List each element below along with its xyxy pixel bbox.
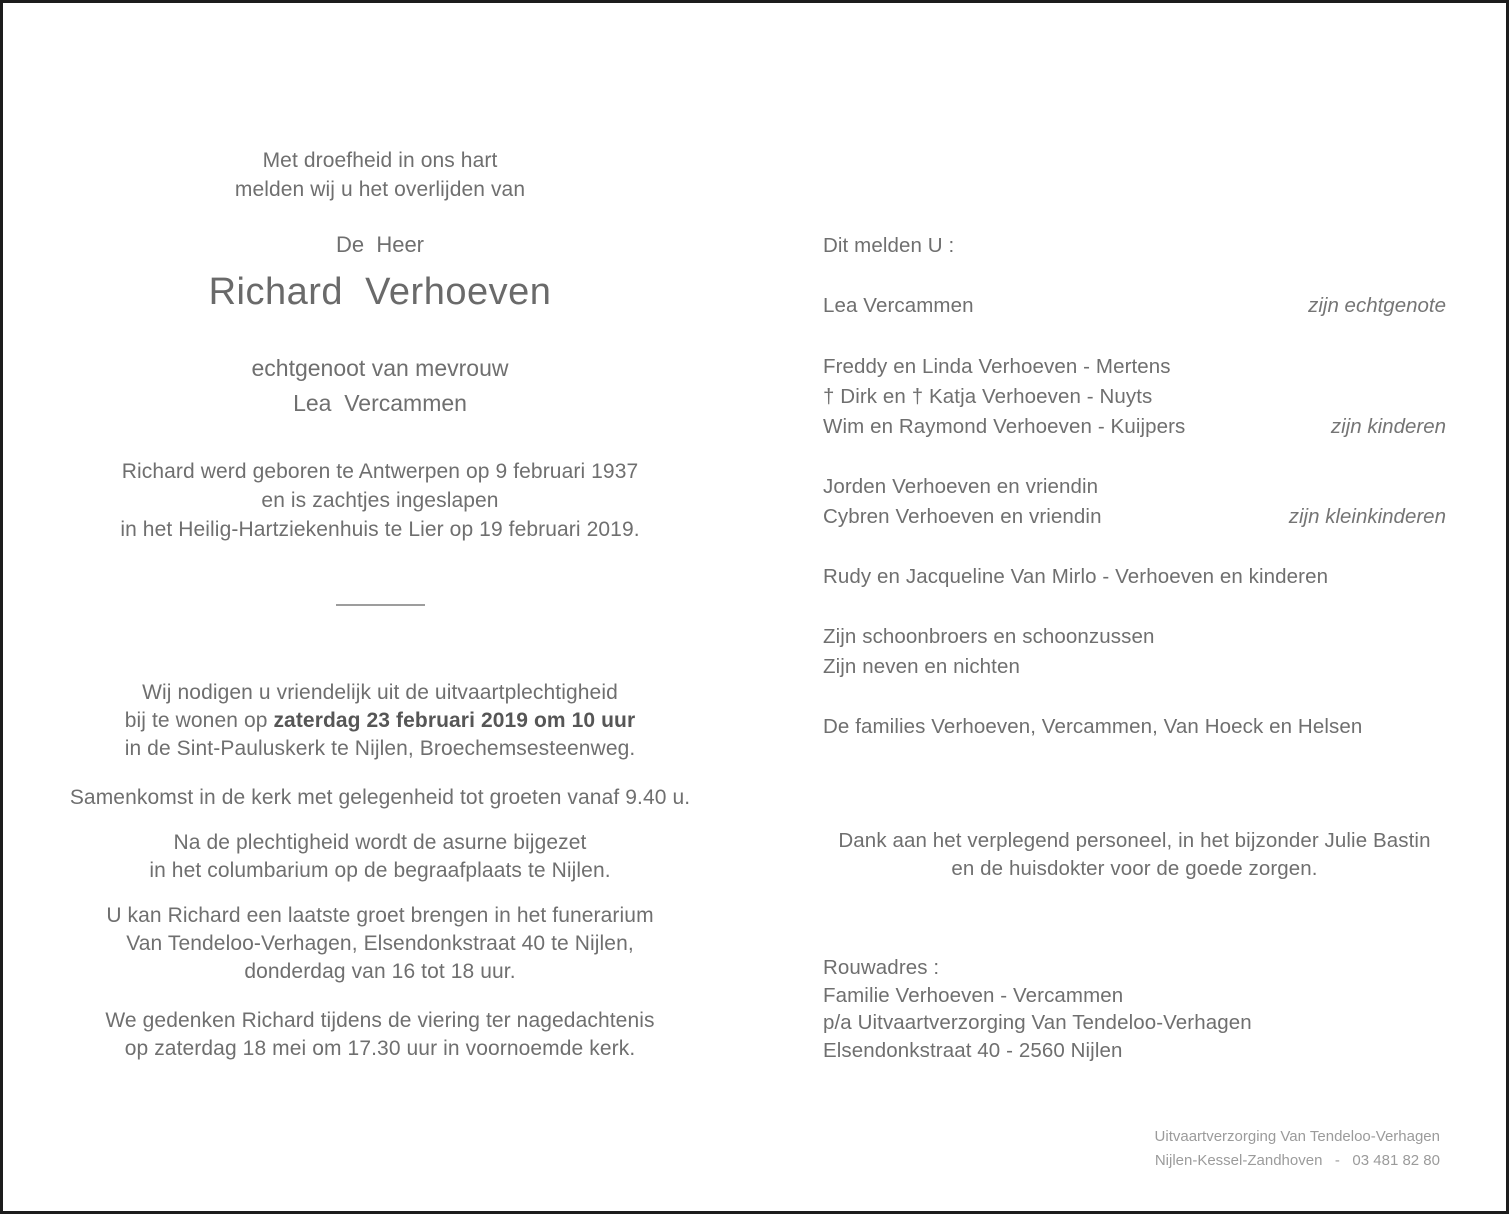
thanks-line: Dank aan het verplegend personeel, in het bijzonder Julie Bastin [838, 829, 1431, 852]
life-line: en is zachtjes ingeslapen [261, 489, 499, 512]
relative-group-grandchildren [823, 472, 1446, 532]
spouse-name: Lea Vercammen [293, 390, 467, 416]
invitation-line: in de Sint-Pauluskerk te Nijlen, Broechemsesteenweg. [124, 737, 636, 760]
left-column [43, 3, 717, 1214]
intro-paragraph [43, 146, 717, 204]
relative-line: Jorden Verhoeven en vriendin [823, 475, 1099, 498]
funerarium-line: Van Tendeloo-Verhagen, Elsendonkstraat 40 te Nijlen, [126, 932, 634, 955]
relation-label: zijn kinderen [1330, 415, 1446, 438]
intro-line: melden wij u het overlijden van [234, 178, 526, 201]
funeral-date: zaterdag 23 februari 2019 om 10 uur [273, 709, 636, 732]
funerarium-paragraph [43, 902, 717, 986]
relative-group-families [823, 712, 1446, 742]
relative-line: Wim en Raymond Verhoeven - Kuijpers [823, 415, 1186, 438]
life-dates-paragraph [43, 457, 717, 544]
mourning-address-line: Familie Verhoeven - Vercammen [823, 983, 1124, 1007]
memorial-line: We gedenken Richard tijdens de viering ter nagedachtenis [105, 1009, 655, 1032]
mourning-address-line: Elsendonkstraat 40 - 2560 Nijlen [823, 1038, 1123, 1062]
relative-group-inlaws [823, 622, 1446, 682]
spouse-paragraph [43, 351, 717, 421]
relative-line: Rudy en Jacqueline Van Mirlo - Verhoeven en kinderen [823, 565, 1329, 588]
mourning-address-label: Rouwadres : [823, 956, 940, 979]
columbarium-line: in het columbarium op de begraafplaats te Nijlen. [149, 859, 611, 882]
relative-group-children [823, 352, 1446, 442]
invitation-date-prefix: bij te wonen op [124, 709, 274, 732]
deceased-name: Richard Verhoeven [208, 271, 552, 313]
relative-group-van-mirlo [823, 562, 1446, 592]
salutation: De Heer [335, 232, 425, 257]
life-line: Richard werd geboren te Antwerpen op 9 februari 1937 [121, 460, 639, 483]
memorial-line: op zaterdag 18 mei om 17.30 uur in voornoemde kerk. [124, 1037, 636, 1060]
relative-group-spouse [823, 291, 1446, 321]
relative-line: Lea Vercammen [823, 294, 974, 317]
life-line: in het Heilig-Hartziekenhuis te Lier op 19 februari 2019. [120, 518, 640, 541]
memorial-paragraph [43, 1007, 717, 1063]
relative-line: Cybren Verhoeven en vriendin [823, 505, 1102, 528]
thanks-paragraph [823, 827, 1446, 883]
gathering-paragraph: Samenkomst in de kerk met gelegenheid tot groeten vanaf 9.40 u. [69, 786, 691, 809]
spouse-intro: echtgenoot van mevrouw [251, 355, 509, 381]
right-column [823, 3, 1446, 1214]
relative-line: † Dirk en † Katja Verhoeven - Nuyts [823, 385, 1153, 408]
invitation-line: Wij nodigen u vriendelijk uit de uitvaartplechtigheid [142, 681, 618, 704]
funeral-home-name: Uitvaartverzorging Van Tendeloo-Verhagen [1154, 1128, 1440, 1145]
funerarium-line: U kan Richard een laatste groet brengen in het funerarium [106, 904, 654, 927]
relative-line: De families Verhoeven, Vercammen, Van Hoeck en Helsen [823, 715, 1363, 738]
section-divider [336, 604, 425, 606]
intro-line: Met droefheid in ons hart [262, 149, 498, 172]
columbarium-line: Na de plechtigheid wordt de asurne bijgezet [173, 831, 587, 854]
relatives-header: Dit melden U : [823, 234, 955, 257]
funerarium-line: donderdag van 16 tot 18 uur. [244, 960, 516, 983]
invitation-paragraph [43, 679, 717, 763]
relative-line: Freddy en Linda Verhoeven - Mertens [823, 355, 1171, 378]
mourning-address [823, 954, 1446, 1064]
thanks-line: en de huisdokter voor de goede zorgen. [951, 857, 1318, 880]
columbarium-paragraph [43, 829, 717, 885]
mourning-address-line: p/a Uitvaartverzorging Van Tendeloo-Verhagen [823, 1011, 1252, 1034]
relation-label: zijn kleinkinderen [1288, 505, 1446, 528]
relative-line: Zijn schoonbroers en schoonzussen [823, 625, 1155, 648]
relative-line: Zijn neven en nichten [823, 655, 1020, 678]
relation-label: zijn echtgenote [1308, 294, 1446, 317]
funeral-home-contact: Nijlen-Kessel-Zandhoven - 03 481 82 80 [1154, 1152, 1440, 1169]
invitation-line [43, 707, 717, 735]
funeral-home-footer [1155, 1125, 1440, 1173]
